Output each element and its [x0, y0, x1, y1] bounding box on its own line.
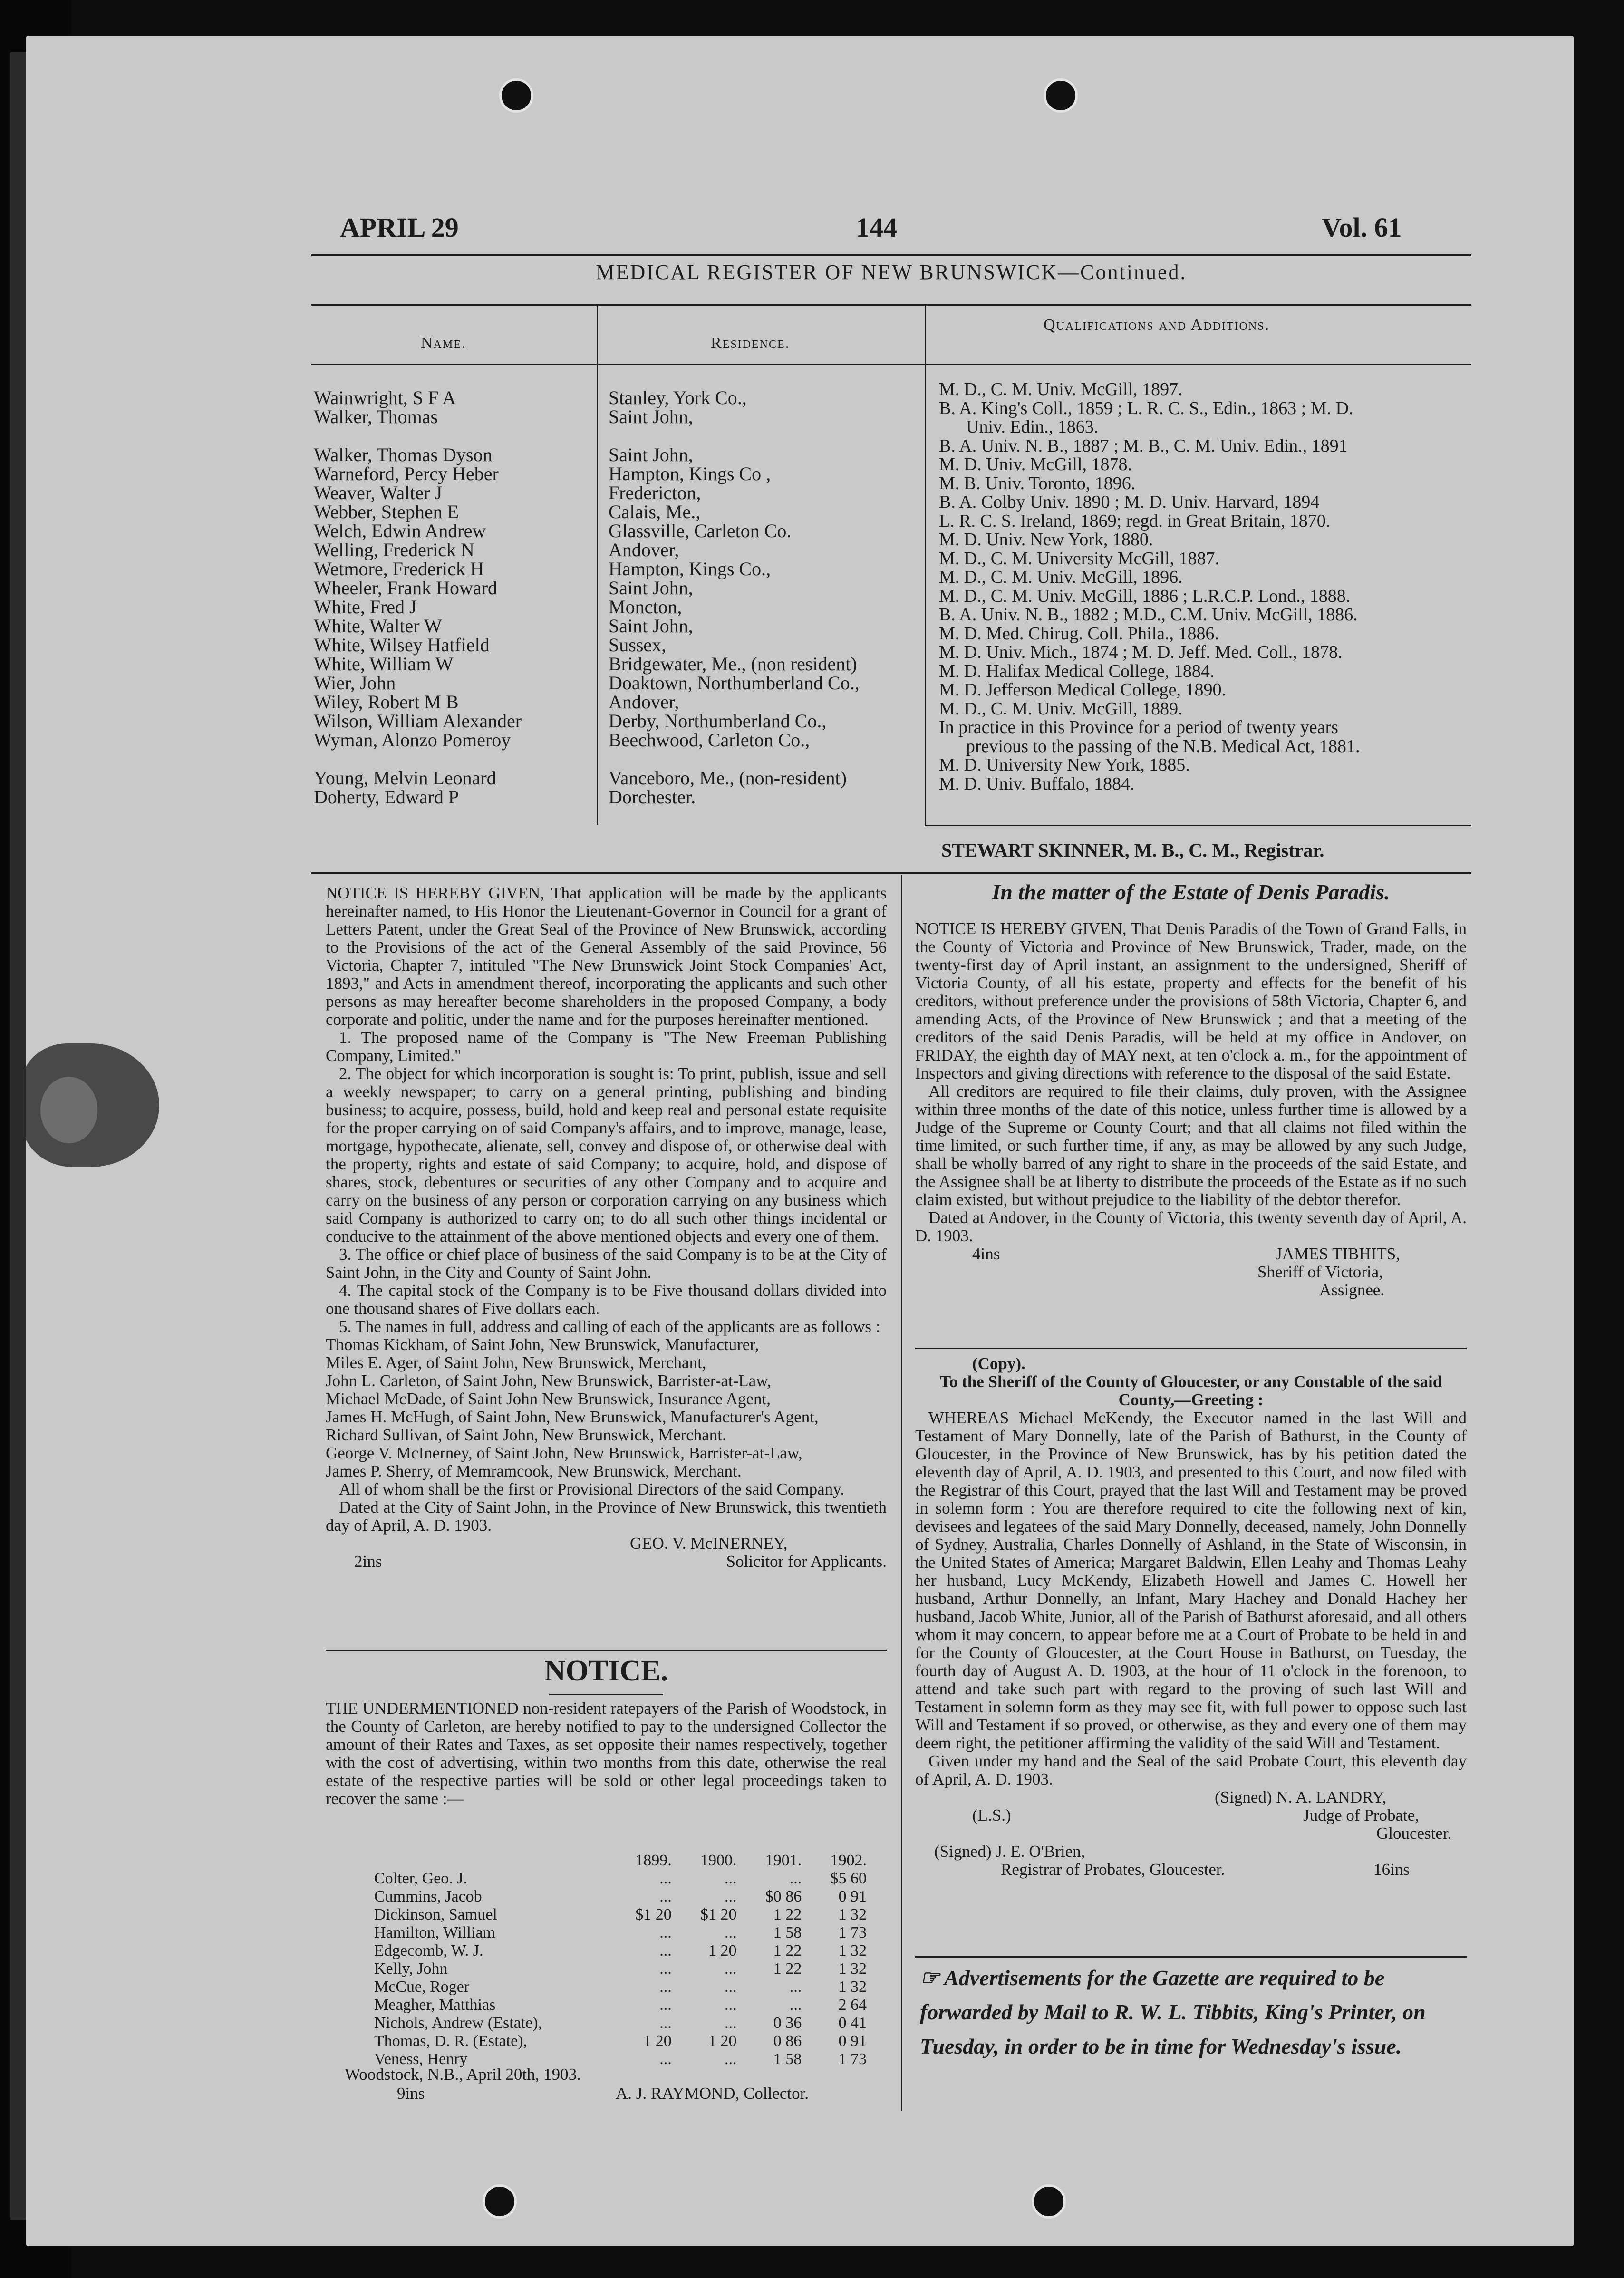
- register-title: MEDICAL REGISTER OF NEW BRUNSWICK—Continued.: [596, 261, 1187, 284]
- table-row: [368, 1924, 872, 1942]
- company-notice-directors: All of whom shall be the first or Provisional Directors of the said Company.: [339, 1480, 845, 1498]
- rate-cell: $5 60: [830, 1870, 867, 1887]
- probate-address: To the Sheriff of the County of Gloucester, or any Constable of the said County,—Greeting :: [939, 1372, 1442, 1409]
- rate-cell: 2 64: [838, 1996, 867, 2014]
- company-notice-intro: NOTICE IS HEREBY GIVEN, That application will be made by the applicants hereinafter named, to His Honor the Lieutenant-Governor in Council for a grant of Letters Patent, under the Great Seal of the Province of New Brunswick, according to the Provisions of the act of the General Assembly of the said Province, 56 Victoria, Chapter 7, intituled "The New Brunswick Joint Stock Companies' Act, 1893," and Acts in amendment thereof, incorporating the applicants and such other persons as may hereafter become shareholders in the proposed Company, a body corporate and politic, under the name and for the purposes hereinafter mentioned.: [326, 884, 887, 1029]
- rate-cell: 1 73: [838, 1924, 867, 1941]
- rate-cell: 1 32: [838, 1942, 867, 1959]
- paradis-para-3: Dated at Andover, in the County of Victoria, this twenty seventh day of April, A. D. 1903.: [915, 1208, 1467, 1245]
- rate-cell: ...: [659, 1996, 672, 2014]
- page-number: 144: [856, 212, 897, 243]
- rate-cell: 1 20: [708, 1942, 737, 1959]
- company-notice-item-1: 1. The proposed name of the Company is "The New Freeman Publishing Company, Limited.": [326, 1028, 887, 1065]
- company-notice-signer-title: Solicitor for Applicants.: [726, 1552, 887, 1571]
- advertisement-notice: [920, 1961, 1467, 2064]
- volume: Vol. 61: [1322, 212, 1402, 243]
- ratepayer-name: Meagher, Matthias: [374, 1996, 496, 2014]
- ratepayer-name: Colter, Geo. J.: [374, 1870, 467, 1887]
- right-col-rule: [915, 1348, 1467, 1349]
- table-row: [368, 1996, 872, 2014]
- year-header: 1900.: [700, 1852, 737, 1869]
- rate-cell: 0 91: [838, 1888, 867, 1905]
- issue-date: APRIL 29: [340, 212, 459, 243]
- rate-cell: ...: [659, 1978, 672, 1996]
- applicant: James P. Sherry, of Memramcook, New Brunswick, Merchant.: [326, 1462, 742, 1480]
- binding-hole-top: [499, 78, 533, 113]
- company-notice-item-4: 4. The capital stock of the Company is to be Five thousand dollars divided into one thousand shares of Five dollars each.: [326, 1281, 887, 1318]
- ratepayer-name: Thomas, D. R. (Estate),: [374, 2032, 527, 2050]
- section-rule: [311, 872, 1471, 874]
- rate-cell: 1 22: [773, 1942, 802, 1959]
- probate-seal: (L.S.): [972, 1806, 1011, 1824]
- table-row: [368, 1888, 872, 1906]
- table-row: [368, 1906, 872, 1924]
- rates-header-row: [368, 1852, 872, 1870]
- company-notice-signer: GEO. V. McINERNEY,: [630, 1534, 788, 1553]
- applicant: Miles E. Ager, of Saint John, New Brunswick, Merchant,: [326, 1353, 706, 1372]
- rate-cell: ...: [659, 1942, 672, 1959]
- ratepayer-name: Dickinson, Samuel: [374, 1906, 497, 1923]
- col-qualifications-header: Qualifications and Additions.: [1044, 316, 1270, 334]
- rate-cell: ...: [725, 2050, 737, 2068]
- ratepayer-name: Nichols, Andrew (Estate),: [374, 2014, 542, 2032]
- rates-table: [368, 1852, 872, 2068]
- paradis-para-2: All creditors are required to file their claims, duly proven, with the Assignee within three months of the date of this notice, unless further time is allowed by a Judge of the Supreme or County Court; and that all claims not filed within the time limited, or such further time, if any, as may be allowed by any such Judge, shall be wholly barred of any right to share in the proceeds of the said Estate, and the Assignee shall be at liberty to distribute the proceeds of the Estate as if no such claim existed, but without prejudice to the liability of the debtor therefor.: [915, 1082, 1467, 1209]
- probate-given: Given under my hand and the Seal of the said Probate Court, this eleventh day of April, A. D. 1903.: [915, 1752, 1467, 1788]
- gazette-page: [26, 36, 1574, 2246]
- company-notice-dated: Dated at the City of Saint John, in the Province of New Brunswick, this twentieth day of April, A. D. 1903.: [326, 1498, 887, 1535]
- year-header: 1901.: [765, 1852, 802, 1869]
- rate-cell: ...: [659, 2050, 672, 2068]
- year-header: 1899.: [635, 1852, 672, 1869]
- probate-body: WHEREAS Michael McKendy, the Executor named in the last Will and Testament of Mary Donnelly, late of the Parish of Bathurst, in the County of Gloucester, in the Province of New Brunswick, has by his petition dated the eleventh day of April, A. D. 1903, and presented to this Court, and now filed with the Registrar of this Court, prayed that the last Will and Testament may be proved in solemn form : You are therefore required to cite the following next of kin, devisees and legatees of the said Mary Donnelly, deceased, namely, John Donnelly of Sydney, Australia, Charles Donnelly of Ashland, in the State of Wisconsin, in the United States of America; Margaret Baldwin, Ellen Leahy and Thomas Leahy her husband, Lucy McKendy, Elizabeth Howell and James C. Howell her husband, Arthur Donnelly, an Infant, Mary Hachey and Donald Hachey her husband, Jacob White, Junior, all of the Parish of Bathurst aforesaid, and all others whom it may concern, to appear before me at a Court of Probate to be held in and for the County of Gloucester, at the Court House in Bathurst, on Tuesday, the fourth day of August A. D. 1903, at the hour of 11 o'clock in the forenoon, to attend and take such part with regard to the proving of such last Will and Testament in solemn form as they may see fit, with full power to oppose such last Will and Testament if so proved, or otherwise, as they and every one of them may deem right, the petitioner affirming the validity of the said Will and Testament.: [915, 1409, 1467, 1752]
- probate-county: Gloucester.: [1376, 1824, 1452, 1843]
- rate-cell: 1 58: [773, 1924, 802, 1941]
- woodstock-heading-rule: [549, 1694, 663, 1695]
- rate-cell: 1 20: [708, 2032, 737, 2050]
- rate-cell: ...: [659, 2014, 672, 2032]
- applicant: Richard Sullivan, of Saint John, New Brunswick, Merchant.: [326, 1426, 726, 1444]
- paradis-notice: [915, 920, 1467, 1299]
- paradis-ins: 4ins: [972, 1245, 1000, 1263]
- company-notice: [326, 884, 887, 1571]
- left-col-rule: [326, 1650, 887, 1651]
- rate-cell: ...: [725, 1960, 737, 1978]
- rate-cell: 1 22: [773, 1960, 802, 1978]
- rate-cell: 0 36: [773, 2014, 802, 2032]
- paradis-para-1: NOTICE IS HEREBY GIVEN, That Denis Paradis of the Town of Grand Falls, in the County of Victoria and Province of New Brunswick, Trader, made, on the twenty-first day of April instant, an assignment to the undersigned, Sheriff of Victoria County, of all his estate, property and effects for the benefit of his creditors, without preference under the provisions of 58th Victoria, Chapter 6, and amending Acts, of the Province of New Brunswick ; and that a meeting of the creditors of the said Denis Paradis, will be held at my office in Andover, on FRIDAY, the eighth day of MAY next, at ten o'clock a. m., for the appointment of Inspectors and giving directions with reference to the disposal of the said Estate.: [915, 919, 1467, 1082]
- ratepayer-name: Hamilton, William: [374, 1924, 495, 1941]
- rate-cell: ...: [725, 1870, 737, 1887]
- header-rule: [311, 254, 1471, 256]
- woodstock-dated: Woodstock, N.B., April 20th, 1903.: [345, 2065, 581, 2084]
- rate-cell: 1 20: [643, 2032, 672, 2050]
- advert-rule: [915, 1956, 1467, 1958]
- probate-signed-landry: (Signed) N. A. LANDRY,: [1215, 1788, 1387, 1806]
- rate-cell: ...: [789, 1996, 802, 2014]
- rate-cell: 0 91: [838, 2032, 867, 2050]
- ratepayer-name: Kelly, John: [374, 1960, 448, 1978]
- rate-cell: 1 22: [773, 1906, 802, 1923]
- rate-cell: $0 86: [765, 1888, 802, 1905]
- col-divider-2: [925, 304, 926, 825]
- company-notice-item-3: 3. The office or chief place of business of the said Company is to be at the City of Saint John, in the City and County of Saint John.: [326, 1245, 887, 1282]
- binding-hole-top-right: [1044, 78, 1078, 113]
- applicant: Michael McDade, of Saint John New Brunswick, Insurance Agent,: [326, 1390, 771, 1408]
- register-head-rule: [311, 364, 1471, 365]
- probate-registrar: Registrar of Probates, Gloucester.: [1001, 1860, 1225, 1879]
- paradis-signer: JAMES TIBHITS,: [1276, 1245, 1400, 1263]
- rate-cell: $1 20: [700, 1906, 737, 1923]
- register-bottom-rule: [925, 825, 1471, 826]
- company-notice-item-2: 2. The object for which incorporation is sought is: To print, publish, issue and sell a weekly newspaper; to carry on a general printing, publishing and binding business; to acquire, possess, build, hold and keep real and personal estate requisite for the proper carrying on of said Company's affairs, and to improve, manage, lease, mortgage, hypothecate, alienate, sell, convey and dispose of, or otherwise deal with the property, rights and estate of said Company; to acquire, hold, and dispose of shares, stock, debentures or securities of any other Company and to acquire and carry on the business of any person or corporation carrying on any business which said Company is authorized to carry on; to do all such other things incidental or conducive to the attainment of the above mentioned objects and every one of them.: [326, 1064, 887, 1245]
- rate-cell: ...: [725, 1996, 737, 2014]
- rate-cell: 1 32: [838, 1978, 867, 1996]
- woodstock-collector: A. J. RAYMOND, Collector.: [616, 2084, 809, 2103]
- rate-cell: 1 32: [838, 1906, 867, 1923]
- probate-citation: [915, 1355, 1467, 1879]
- probate-judge: Judge of Probate,: [1303, 1806, 1419, 1824]
- woodstock-ins: 9ins: [397, 2084, 425, 2103]
- ratepayer-name: Edgecomb, W. J.: [374, 1942, 483, 1959]
- applicant: James H. McHugh, of Saint John, New Brunswick, Manufacturer's Agent,: [326, 1408, 819, 1426]
- paradis-signer-title: Sheriff of Victoria,: [1257, 1263, 1383, 1281]
- company-notice-item-5: 5. The names in full, address and calling of each of the applicants are as follows :: [339, 1317, 880, 1336]
- rate-cell: ...: [725, 2014, 737, 2032]
- rate-cell: ...: [659, 1960, 672, 1978]
- rate-cell: ...: [659, 1924, 672, 1941]
- rate-cell: ...: [725, 1888, 737, 1905]
- table-row: [368, 1978, 872, 1996]
- probate-copy: (Copy).: [972, 1354, 1025, 1373]
- thumb-in-scan: [26, 1043, 159, 1167]
- rate-cell: 0 41: [838, 2014, 867, 2032]
- rate-cell: 1 58: [773, 2050, 802, 2068]
- applicant: Thomas Kickham, of Saint John, New Brunswick, Manufacturer,: [326, 1335, 759, 1354]
- woodstock-heading: NOTICE.: [544, 1655, 668, 1687]
- probate-ins: 16ins: [1373, 1860, 1410, 1879]
- rate-cell: ...: [659, 1870, 672, 1887]
- register-qualifications: M. D., C. M. Univ. McGill, 1897. B. A. King's Coll., 1859 ; L. R. C. S., Edin., 1863 ; M. D. Univ. Edin., 1863. B. A. Univ. N. B., 1887 ; M. B., C. M. Univ. Edin., 1891 M. D. Univ. McGill, 1878. M. B. Univ. Toronto, 1896. B. A. Colby Univ. 1890 ; M. D. Univ. Harvard, 1894 L. R. C. S. Ireland, 1869; regd. in Great Britain, 1870. M. D. Univ. New York, 1880. M. D., C. M. University McGill, 1887. M. D., C. M. Univ. McGill, 1896. M. D., C. M. Univ. McGill, 1886 ; L.R.C.P. Lond., 1888. B. A. Univ. N. B., 1882 ; M.D., C.M. Univ. McGill, 1886. M. D. Med. Chirug. Coll. Phila., 1886. M. D. Univ. Mich., 1874 ; M. D. Jeff. Med. Coll., 1878. M. D. Halifax Medical College, 1884. M. D. Jefferson Medical College, 1890. M. D., C. M. Univ. McGill, 1889. In practice in this Province for a period of twenty years previous to the passing of the N.B. Medical Act, 1881. M. D. University New York, 1885. M. D. Univ. Buffalo, 1884.: [939, 379, 1360, 794]
- applicant: George V. McInerney, of Saint John, New Brunswick, Barrister-at-Law,: [326, 1444, 802, 1462]
- register-names: Wainwright, S F A Walker, Thomas Walker, Thomas Dyson Warneford, Percy Heber Weaver, Walter J Webber, Stephen E Welch, Edwin Andrew Welling, Frederick N Wetmore, Frederick H Wheeler, Frank Howard White, Fred J White, Walter W White, Wilsey Hatfield White, William W Wier, John Wiley, Robert M B Wilson, William Alexander Wyman, Alonzo Pomeroy Young, Melvin Leonard Doherty, Edward P: [314, 387, 522, 808]
- col-residence-header: Residence.: [711, 334, 791, 352]
- rate-cell: ...: [659, 1888, 672, 1905]
- woodstock-body: THE UNDERMENTIONED non-resident ratepayers of the Parish of Woodstock, in the County of Carleton, are hereby notified to pay to the undersigned Collector the amount of their Rates and Taxes, as set opposite their names respectively, together with the cost of advertising, within two months from this date, otherwise the real estate of the respective parties will be sold or other legal proceedings taken to recover the same :—: [326, 1699, 887, 1808]
- col-divider-1: [597, 304, 598, 825]
- paradis-signer-role: Assignee.: [1319, 1281, 1385, 1299]
- year-header: 1902.: [830, 1852, 867, 1869]
- thumbnail-shape: [40, 1077, 97, 1143]
- pointing-hand-icon: ☞: [920, 1966, 940, 1990]
- probate-signed-obrien: (Signed) J. E. O'Brien,: [934, 1842, 1085, 1861]
- advertisement-text: Advertisements for the Gazette are required to be forwarded by Mail to R. W. L. Tibbits, King's Printer, on Tuesday, in order to be in time for Wednesday's issue.: [920, 1966, 1426, 2058]
- ratepayer-name: Cummins, Jacob: [374, 1888, 482, 1905]
- table-row: [368, 1942, 872, 1960]
- rate-cell: 0 86: [773, 2032, 802, 2050]
- company-notice-ins: 2ins: [354, 1552, 382, 1571]
- binding-hole-bottom: [483, 2184, 517, 2219]
- register-residences: Stanley, York Co., Saint John, Saint John, Hampton, Kings Co , Fredericton, Calais, Me., Glassville, Carleton Co. Andover, Hampton, Kings Co., Saint John, Moncton, Saint John, Sussex, Bridgewater, Me., (non resident) Doaktown, Northumberland Co., Andover, Derby, Northumberland Co., Beechwood, Carleton Co., Vanceboro, Me., (non-resident) Dorchester.: [609, 387, 860, 808]
- table-row: [368, 1870, 872, 1888]
- rate-cell: ...: [789, 1978, 802, 1996]
- col-name-header: Name.: [421, 334, 467, 352]
- register-top-rule: [311, 304, 1471, 306]
- table-row: [368, 1960, 872, 1978]
- ratepayer-name: McCue, Roger: [374, 1978, 470, 1996]
- paradis-title: In the matter of the Estate of Denis Paradis.: [992, 880, 1390, 904]
- table-row: [368, 2014, 872, 2032]
- rate-cell: $1 20: [635, 1906, 672, 1923]
- table-row: [368, 2032, 872, 2050]
- rate-cell: ...: [725, 1924, 737, 1941]
- binding-hole-bottom-right: [1032, 2184, 1066, 2219]
- rate-cell: 1 73: [838, 2050, 867, 2068]
- registrar-signoff: STEWART SKINNER, M. B., C. M., Registrar.: [941, 840, 1324, 861]
- applicant: John L. Carleton, of Saint John, New Brunswick, Barrister-at-Law,: [326, 1371, 771, 1390]
- rate-cell: ...: [725, 1978, 737, 1996]
- rate-cell: 1 32: [838, 1960, 867, 1978]
- ratepayer-name: Veness, Henry: [374, 2050, 468, 2068]
- column-divider: [901, 875, 902, 2111]
- rate-cell: ...: [789, 1870, 802, 1887]
